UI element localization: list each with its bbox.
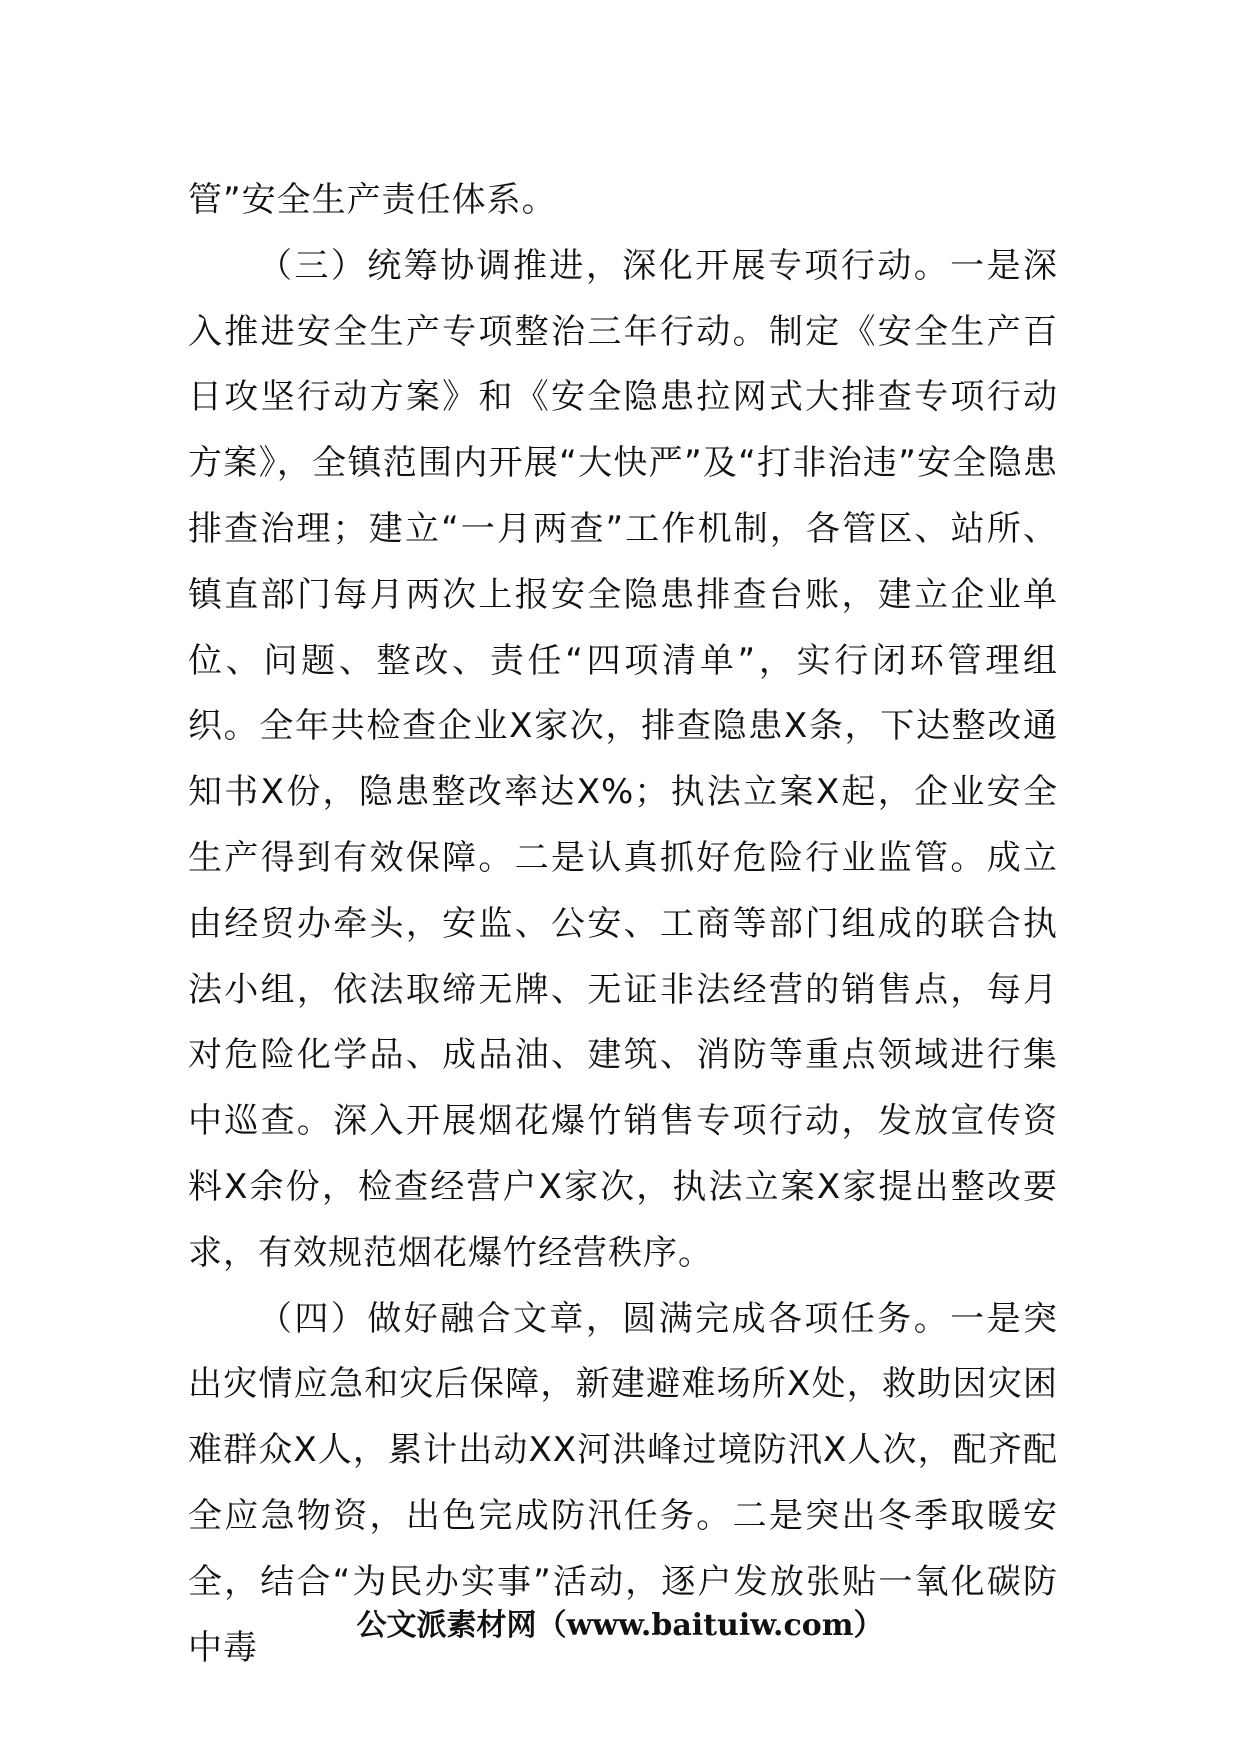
paragraph-section-three: （三）统筹协调推进，深化开展专项行动。一是深入推进安全生产专项整治三年行动。制定《安全生产百日攻坚行动方案》和《安全隐患拉网式大排查专项行动方案》，全镇范围内开展“大快严”及“打非治违”安全隐患排查治理；建立“一月两查”工作机制，各管区、站所、镇直部门每月两次上报安全隐患排查台账，建立企业单位、问题、整改、责任“四项清单”，实行闭环管理组织。全年共检查企业X家次，排查隐患X条，下达整改通知书X份，隐患整改率达X%；执法立案X起，企业安全生产得到有效保障。二是认真抓好危险行业监管。成立由经贸办牵头，安监、公安、工商等部门组成的联合执法小组，依法取缔无牌、无证非法经营的销售点，每月对危险化学品、成品油、建筑、消防等重点领域进行集中巡查。深入开展烟花爆竹销售专项行动，发放宣传资料X余份，检查经营户X家次，执法立案X家提出整改要求，有效规范烟花爆竹经营秩序。	[188, 245, 1058, 1273]
footer-watermark: 公文派素材网（www.baituiw.com）	[356, 1608, 884, 1643]
paragraph-section-four: （四）做好融合文章，圆满完成各项任务。一是突出灾情应急和灾后保障，新建避难场所X处，救助因灾困难群众X人，累计出动XX河洪峰过境防汛X人次，配齐配全应急物资，出色完成防汛任务。二是突出冬季取暖安全，结合“为民办实事”活动，逐户发放张贴一氧化碳防中毒	[188, 1298, 1058, 1668]
paragraph-continuation: 管”安全生产责任体系。	[188, 180, 557, 220]
document-body	[188, 168, 1058, 1681]
